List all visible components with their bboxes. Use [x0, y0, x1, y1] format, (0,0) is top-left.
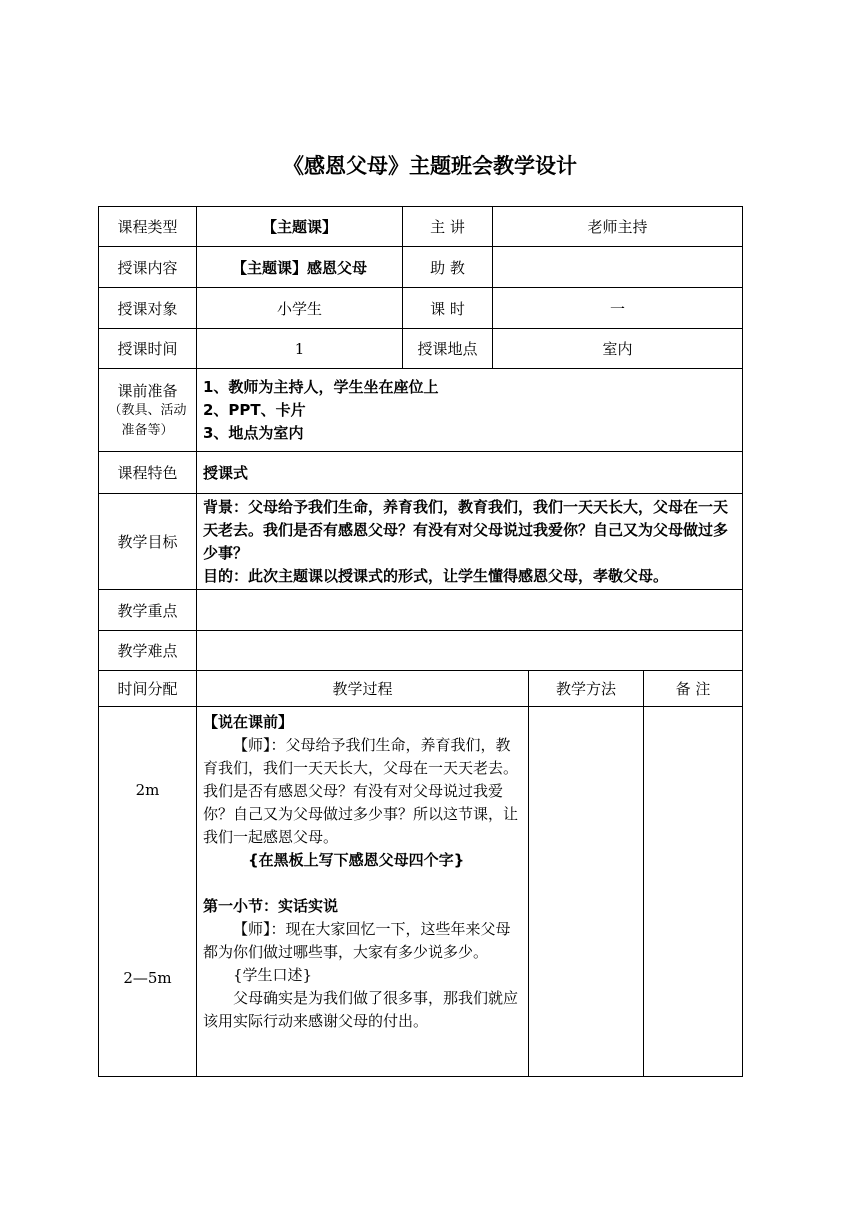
label-key: 教学重点	[99, 590, 197, 631]
row-difficulty	[99, 631, 743, 671]
label-content: 授课内容	[99, 247, 197, 288]
label-assistant: 助 教	[403, 247, 493, 288]
section2-text: 【师】：现在大家回忆一下，这些年来父母都为你们做过哪些事，大家有多少说多少。	[203, 920, 511, 961]
section2-note: {学生口述}	[233, 966, 313, 984]
goal-background: 背景：父母给予我们生命，养育我们，教育我们，我们一天天长大，父母在一天天老去。我们是否有感恩父母？有没有对父母说过我爱你？自己又为父母做过多少事？	[203, 497, 729, 562]
value-goal	[197, 494, 743, 590]
section2-text2: 父母确实是为我们做了很多事，那我们就应该用实际行动来感谢父母的付出。	[203, 989, 519, 1030]
label-audience: 授课对象	[99, 288, 197, 329]
row-goal	[99, 494, 743, 590]
prep-line: 2、PPT、卡片	[203, 400, 306, 419]
value-lecturer: 老师主持	[493, 207, 743, 247]
header-process: 教学过程	[197, 671, 529, 707]
row-feature	[99, 452, 743, 494]
header-method: 教学方法	[529, 671, 644, 707]
time-slot: 2m	[135, 781, 160, 799]
process-content	[197, 707, 529, 1077]
time-slot: 2—5m	[123, 969, 172, 987]
label-location: 授课地点	[403, 329, 493, 369]
process-note-cell	[644, 707, 743, 1077]
row-prep	[99, 369, 743, 452]
row-key	[99, 590, 743, 631]
goal-purpose: 目的：此次主题课以授课式的形式，让学生懂得感恩父母，孝敬父母。	[203, 566, 669, 585]
value-course-type: 【主题课】	[197, 207, 403, 247]
prep-line: 3、地点为室内	[203, 423, 304, 442]
value-content: 【主题课】感恩父母	[197, 247, 403, 288]
value-time: 1	[197, 329, 403, 369]
process-header-row	[99, 671, 743, 707]
value-assistant	[493, 247, 743, 288]
value-audience: 小学生	[197, 288, 403, 329]
value-difficulty	[197, 631, 743, 671]
process-method-cell	[529, 707, 644, 1077]
lesson-plan-table	[98, 206, 743, 1077]
page-title: 《感恩父母》主题班会教学设计	[283, 154, 577, 178]
label-prep-main: 课前准备	[117, 381, 178, 400]
label-lecturer: 主 讲	[403, 207, 493, 247]
header-time: 时间分配	[99, 671, 197, 707]
section1-title: 【说在课前】	[203, 713, 294, 731]
process-time-cell	[99, 707, 197, 1077]
label-hours: 课 时	[403, 288, 493, 329]
section2-title: 第一小节：实话实说	[203, 897, 339, 915]
label-prep	[99, 369, 197, 452]
header-note: 备 注	[644, 671, 743, 707]
row-content	[99, 247, 743, 288]
row-audience	[99, 288, 743, 329]
spacer	[203, 872, 522, 895]
row-time	[99, 329, 743, 369]
label-goal: 教学目标	[99, 494, 197, 590]
process-row	[99, 707, 743, 1077]
label-feature: 课程特色	[99, 452, 197, 494]
section1-text: 【师】：父母给予我们生命，养育我们，教育我们，我们一天天长大，父母在一天天老去。我们是否有感恩父母？有没有对父母说过我爱你？自己又为父母做过多少事？所以这节课，让我们一起感恩父母。	[203, 736, 519, 846]
label-course-type: 课程类型	[99, 207, 197, 247]
value-key	[197, 590, 743, 631]
row-course-type	[99, 207, 743, 247]
label-prep-sub: （教具、活动准备等）	[108, 402, 187, 438]
value-prep	[197, 369, 743, 452]
value-hours: 一	[493, 288, 743, 329]
section1-note: {在黑板上写下感恩父母四个字}	[248, 851, 465, 869]
value-location: 室内	[493, 329, 743, 369]
label-time: 授课时间	[99, 329, 197, 369]
label-difficulty: 教学难点	[99, 631, 197, 671]
prep-line: 1、教师为主持人，学生坐在座位上	[203, 377, 439, 396]
value-feature: 授课式	[197, 452, 743, 494]
